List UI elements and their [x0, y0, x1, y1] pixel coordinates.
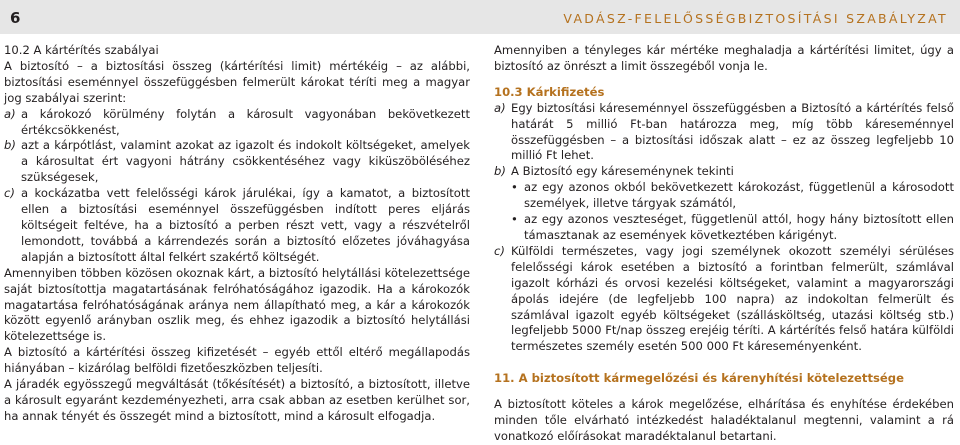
- paragraph-prevention-duty: A biztosított köteles a károk megelőzése, elhárítása és enyhítése érdekében minden tőle elvárható intézkedést haladéktalanul megtenni, valamint a rá vonatkozó előírásokat maradéktalanul betartani.: [494, 397, 954, 443]
- paragraph-limit: Amennyiben a tényleges kár mértéke meghaladja a kártérítési limitet, úgy a biztosító az önrészt a limit összegéből vonja le.: [494, 43, 954, 73]
- bullet-mark: •: [511, 180, 518, 195]
- list-item-text: Külföldi természetes, vagy jogi személynek okozott személyi sérüléses felelősségi károk esetében a biztosító a forintban felmerült, számlával igazolt kórházi és orvosi kezelési költségeket, valamint a magyarországi ápolás idejére (de legfeljebb 100 napra) az indokoltan felmerült és számlával igazolt egyéb költségeket (szállásköltség, utazási költség stb.) legfeljebb 5000 Ft/nap összeg erejéig téríti. A kártérítés felső határa külföldi természetes személy esetén 500 000 Ft káreseményenként.: [511, 243, 954, 354]
- page-number: 6: [10, 9, 21, 27]
- section-heading-text: 10.3 Kárkifizetés: [494, 84, 605, 99]
- right-column: [494, 43, 954, 445]
- spacer: [494, 355, 954, 371]
- list-item-text: a károkozó körülmény folytán a károsult vagyonában bekövetkezett értékcsökkenést,: [21, 106, 470, 137]
- page-header: [0, 0, 960, 34]
- list-item-b: [494, 164, 954, 180]
- list-marker: b): [4, 138, 16, 153]
- paragraph-payment-currency: A biztosító a kártérítési összeg kifizetését – egyéb ettől eltérő megállapodás hiányában – kizárólag belföldi fizetőeszközben teljesíti.: [4, 345, 470, 376]
- bullet-text: az egy azonos okból bekövetkezett károkozást, függetlenül a károsodott személyek, illetve tárgyak számától,: [524, 180, 954, 211]
- bullet-item: [511, 180, 954, 212]
- list-marker: a): [4, 106, 16, 121]
- list-item-text: A Biztosító egy káreseménynek tekinti: [511, 164, 734, 179]
- list-item-b: [4, 138, 470, 186]
- intro-paragraph: A biztosító – a biztosítási összeg (kártérítési limit) mértékéig – az alábbi, biztosítási eseménnyel összefüggésben felmerült károkat téríti meg a magyar jog szabályai szerint:: [4, 58, 470, 105]
- section-heading-11: [494, 371, 954, 387]
- list-item-c: [4, 186, 470, 266]
- section-heading-10-2: 10.2 A kártérítés szabályai: [4, 43, 159, 57]
- bullet-text: az egy azonos veszteséget, függetlenül attól, hogy hány biztosított ellen támasztanak az események következtében kárigényt.: [524, 212, 954, 242]
- list-item-text: azt a kárpótlást, valamint azokat az igazolt és indokolt költségeket, amelyek a károsultat ért vagyoni hátrány csökkentéséhez vagy kiküszöböléséhez szükségesek,: [21, 138, 470, 185]
- list-marker: b): [494, 164, 506, 179]
- list-item-a: [4, 107, 470, 139]
- bullet-item: [511, 212, 954, 244]
- list-marker: a): [494, 100, 506, 115]
- paragraph-annuity: A járadék egyösszegű megváltását (tőkésítését) a biztosító, a biztosított, illetve a károsult egyaránt kezdeményezheti, arra csak abban az esetben kerülhet sor, ha annak tényét és összegét mind a biztosított, mind a károsult elfogadja.: [4, 377, 470, 423]
- list-item-text: Egy biztosítási káreseménnyel összefüggésben a Biztosító a kártérítés felső határát 5 millió Ft-ban határozza meg, míg több káreseménnyel összefüggésben – a biztosítási időszak alatt – ez az összeg legfeljebb 10 millió Ft lehet.: [511, 100, 954, 163]
- list-marker: c): [4, 186, 15, 201]
- section-heading-text: 11. A biztosított kármegelőzési és kárenyhítési kötelezettsége: [494, 371, 904, 386]
- left-column: [4, 43, 470, 425]
- bullet-mark: •: [511, 212, 518, 227]
- list-marker: c): [494, 243, 505, 258]
- list-item-text: a kockázatba vett felelősségi károk járulékai, így a kamatot, a biztosított ellen a biztosítási eseménnyel összefüggésben indított peres eljárás költségeit feltéve, ha a biztosító a perben részt vett, vagy a részvételről lemondott, továbbá a kárrendezés során a biztosító előzetes jóváhagyása alapján a biztosított által felkért szakértő költségét.: [21, 186, 470, 264]
- paragraph-joint-damage: Amennyiben többen közösen okoznak kárt, a biztosító helytállási kötelezettsége saját biztosítottja magatartásának felróhatóságához igazodik. Ha a károkozók magatartása felróhatóságának aránya nem állapítható meg, a kár a károkozók között egyenlő arányban oszlik meg, és ehhez igazodik a biztosító helytállási kötelezettsége is.: [4, 265, 470, 344]
- spacer: [494, 387, 954, 397]
- section-heading-10-3: [494, 85, 954, 101]
- list-item-c: [494, 244, 954, 355]
- spacer: [494, 75, 954, 85]
- running-title: VADÁSZ-FELELŐSSÉGBIZTOSÍTÁSI SZABÁLYZAT: [563, 11, 948, 26]
- list-item-a: [494, 101, 954, 165]
